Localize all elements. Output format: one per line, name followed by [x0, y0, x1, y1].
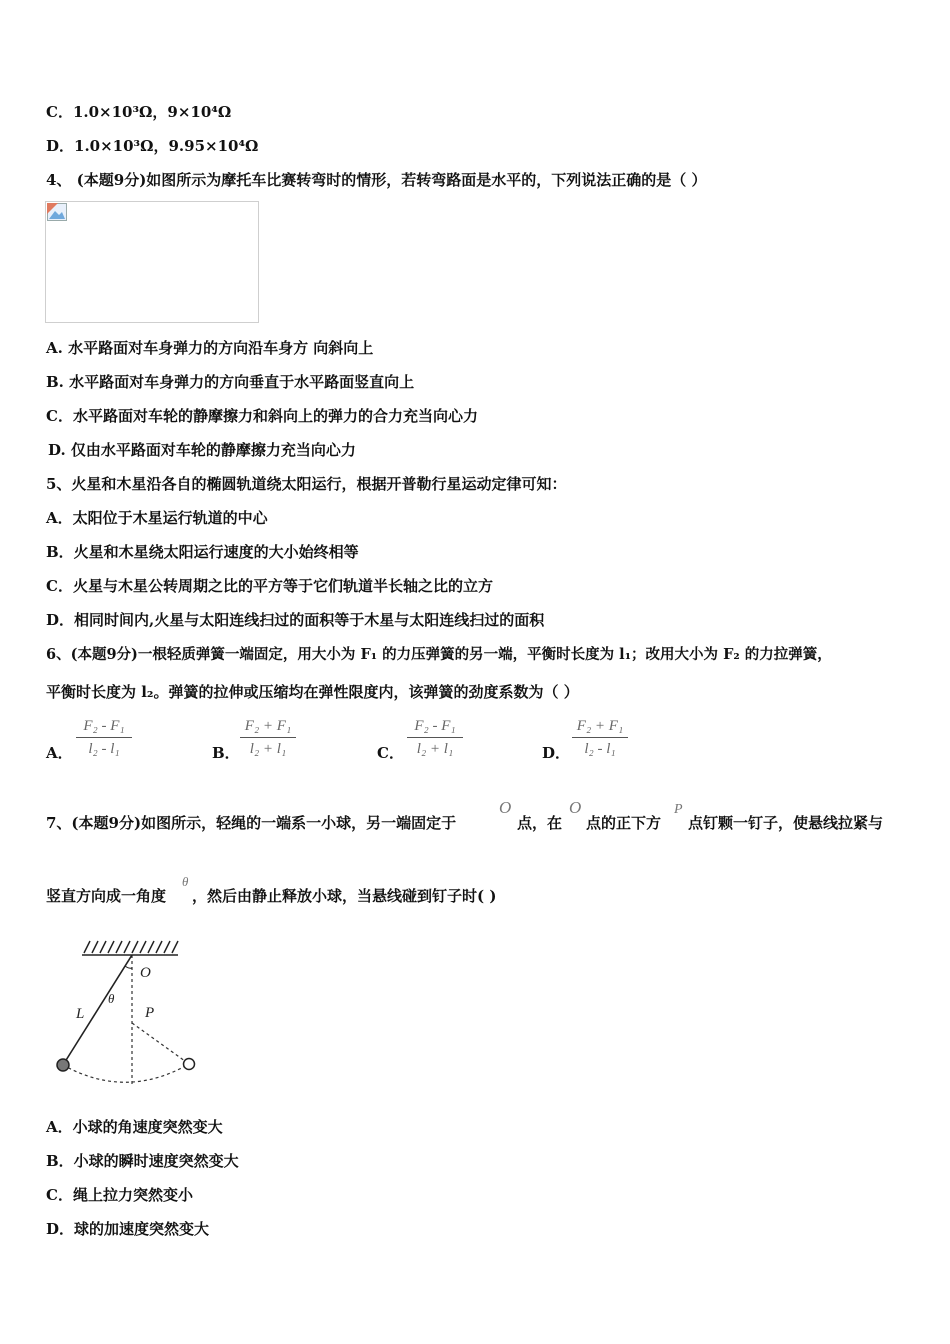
q7-pendulum-figure [46, 935, 206, 1090]
theta-arc [125, 966, 132, 968]
q5-stem: 5、火星和木星沿各自的椭圆轨道绕太阳运行，根据开普勒行星运动定律可知： [46, 475, 567, 493]
fraction-denominator: l₂ - l₁ [88, 741, 120, 757]
q6-option-a-label: A． [46, 744, 73, 762]
q3-option-c: C．1.0×10³Ω，9×10⁴Ω [46, 103, 232, 121]
fraction-numerator: F₂ - F₁ [83, 718, 125, 734]
label-theta: θ [108, 991, 115, 1006]
q7-symbol-o: O [499, 798, 512, 817]
q7-option-d: D．球的加速度突然变大 [46, 1220, 210, 1238]
q7-symbol-theta: θ [182, 874, 189, 889]
q6-option-c-fraction [407, 716, 463, 759]
pendulum-string [63, 955, 132, 1065]
fraction-numerator: F₂ + F₁ [244, 718, 292, 734]
fraction-bar [407, 737, 463, 738]
q7-option-a: A．小球的角速度突然变大 [46, 1118, 223, 1136]
q5-option-d: D．相同时间内,火星与太阳连线扫过的面积等于木星与太阳连线扫过的面积 [46, 611, 545, 629]
q6-stem-line2: 平衡时长度为 l₂。弹簧的拉伸或压缩均在弹性限度内，该弹簧的劲度系数为（ ） [46, 683, 579, 701]
label-p: P [145, 1005, 155, 1021]
label-l: L [76, 1006, 85, 1022]
q6-option-b-fraction [240, 716, 296, 759]
fraction-bar [76, 737, 132, 738]
q7-stem-line1-a: 7、(本题9分)如图所示，轻绳的一端系一小球，另一端固定于 [46, 814, 457, 832]
fraction-bar [240, 737, 296, 738]
q4-option-a: A. 水平路面对车身弹力的方向沿车身方 向斜向上 [46, 339, 374, 357]
q6-option-a-fraction [76, 716, 132, 759]
q6-option-d-label: D． [542, 744, 571, 762]
q4-option-b: B. 水平路面对车身弹力的方向垂直于水平路面竖直向上 [46, 373, 415, 391]
fraction-numerator: F₂ + F₁ [576, 718, 624, 734]
q7-symbol-o-2: O [569, 798, 582, 817]
q6-option-b-label: B． [212, 744, 240, 762]
q6-stem-line1: 6、(本题9分)一根轻质弹簧一端固定，用大小为 F₁ 的力压弹簧的另一端，平衡时长度为 l₁；改用大小为 F₂ 的力拉弹簧， [46, 646, 832, 663]
label-o: O [140, 965, 151, 981]
ball-left [57, 1059, 69, 1071]
q4-option-d: D. 仅由水平路面对车轮的静摩擦力充当向心力 [48, 441, 356, 459]
fraction-denominator: l₂ + l₁ [249, 741, 287, 757]
q4-image-placeholder [45, 201, 259, 323]
q5-option-a: A．太阳位于木星运行轨道的中心 [46, 509, 268, 527]
q7-symbol-p: P [674, 802, 683, 817]
swing-arc-dashed [63, 1064, 189, 1082]
q7-stem-line1-d: 点钉颗一钉子，使悬线拉紧与 [688, 814, 884, 832]
q6-option-c-label: C． [377, 744, 404, 762]
q7-stem-line2-a: 竖直方向成一角度 [46, 887, 167, 905]
q4-stem: 4、 (本题9分)如图所示为摩托车比赛转弯时的情形，若转弯路面是水平的，下列说法正确的是（ ） [46, 171, 707, 189]
peg-to-ball-dashed [132, 1023, 189, 1064]
q7-stem-line1-b: 点，在 [517, 814, 563, 832]
q7-stem-line1-c: 点的正下方 [586, 814, 662, 832]
q7-option-c: C．绳上拉力突然变小 [46, 1186, 193, 1204]
ball-right [184, 1059, 195, 1070]
q7-option-b: B．小球的瞬时速度突然变大 [46, 1152, 239, 1170]
q7-stem-line2-b: ，然后由静止释放小球，当悬线碰到钉子时( ) [192, 887, 497, 905]
fraction-denominator: l₂ + l₁ [416, 741, 454, 757]
fraction-bar [572, 737, 628, 738]
fraction-denominator: l₂ - l₁ [584, 741, 616, 757]
q5-option-c: C．火星与木星公转周期之比的平方等于它们轨道半长轴之比的立方 [46, 577, 493, 595]
q4-option-c: C．水平路面对车轮的静摩擦力和斜向上的弹力的合力充当向心力 [46, 407, 478, 425]
q3-option-d: D．1.0×10³Ω，9.95×10⁴Ω [46, 137, 259, 155]
fraction-numerator: F₂ - F₁ [414, 718, 456, 734]
broken-image-icon [47, 203, 67, 221]
q5-option-b: B．火星和木星绕太阳运行速度的大小始终相等 [46, 543, 359, 561]
ceiling-hatching [82, 941, 178, 955]
q6-option-d-fraction [572, 716, 628, 759]
